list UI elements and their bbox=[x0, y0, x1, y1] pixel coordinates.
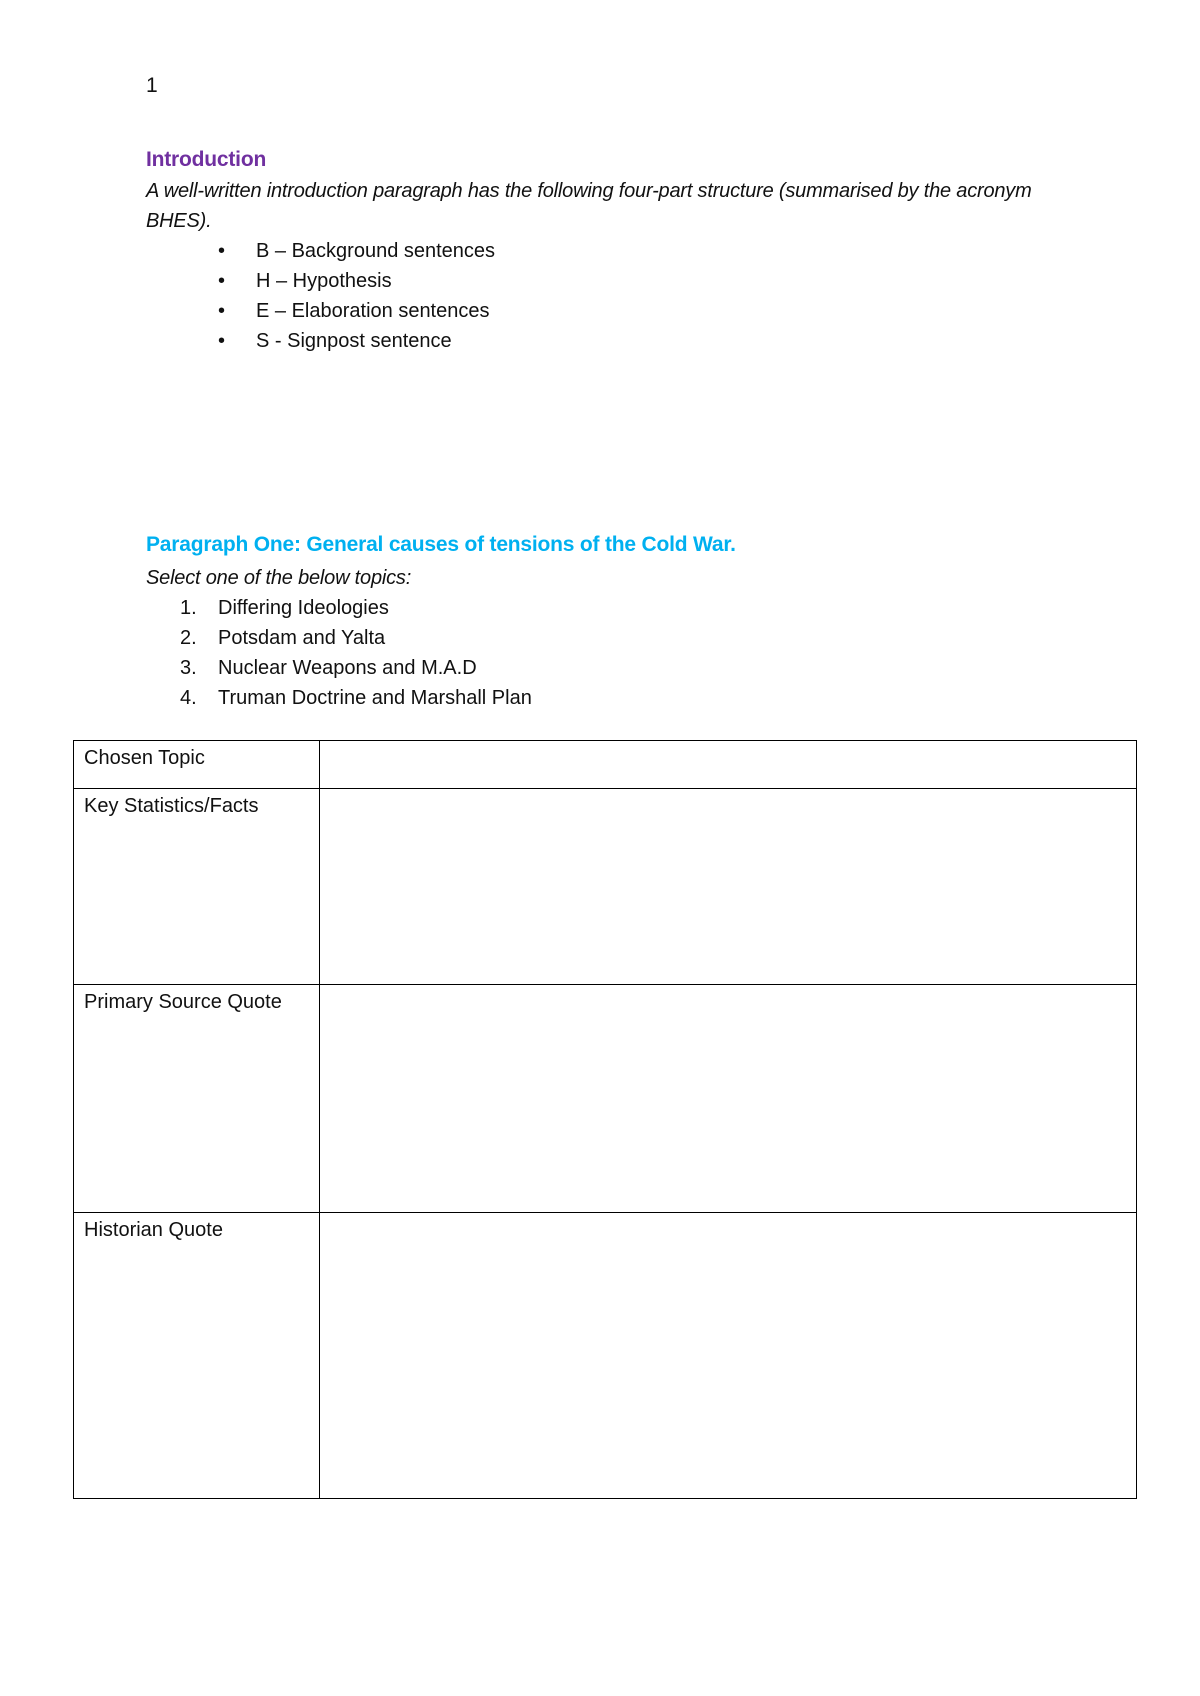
table-row bbox=[74, 789, 1137, 985]
list-item bbox=[216, 236, 495, 266]
topic-number: 1. bbox=[180, 597, 197, 619]
topic-text: Truman Doctrine and Marshall Plan bbox=[218, 687, 532, 709]
key-statistics-cell[interactable] bbox=[320, 789, 1137, 985]
topic-text: Nuclear Weapons and M.A.D bbox=[218, 657, 477, 679]
list-item bbox=[178, 683, 532, 713]
chosen-topic-cell[interactable] bbox=[320, 741, 1137, 789]
introduction-heading: Introduction bbox=[146, 148, 267, 171]
bullet-text: H – Hypothesis bbox=[256, 270, 392, 292]
topic-number: 3. bbox=[180, 657, 197, 679]
row-label-key-statistics: Key Statistics/Facts bbox=[74, 789, 320, 985]
bullet-icon: • bbox=[218, 330, 226, 352]
list-item bbox=[178, 653, 532, 683]
bullet-text: S - Signpost sentence bbox=[256, 330, 452, 352]
topic-number: 4. bbox=[180, 687, 197, 709]
introduction-description: A well-written introduction paragraph has the following four-part structure (summarised by the acronym BHES). bbox=[146, 180, 1032, 232]
table-row bbox=[74, 985, 1137, 1213]
bullet-icon: • bbox=[218, 300, 226, 322]
primary-source-cell[interactable] bbox=[320, 985, 1137, 1213]
row-label-historian-quote: Historian Quote bbox=[74, 1213, 320, 1499]
list-item bbox=[216, 266, 495, 296]
list-item bbox=[216, 296, 495, 326]
bhes-bullet-list bbox=[216, 236, 495, 356]
historian-quote-cell[interactable] bbox=[320, 1213, 1137, 1499]
paragraph-one-heading: Paragraph One: General causes of tensions of the Cold War. bbox=[146, 533, 736, 556]
table-row bbox=[74, 1213, 1137, 1499]
paragraph-plan-table bbox=[73, 740, 1137, 1499]
paragraph-one-instruction: Select one of the below topics: bbox=[146, 567, 412, 589]
list-item bbox=[178, 593, 532, 623]
bullet-text: B – Background sentences bbox=[256, 240, 496, 262]
list-item bbox=[216, 326, 495, 356]
row-label-chosen-topic: Chosen Topic bbox=[74, 741, 320, 789]
topic-list bbox=[178, 593, 532, 713]
topic-text: Potsdam and Yalta bbox=[218, 627, 386, 649]
page-number: 1 bbox=[146, 74, 158, 97]
bullet-text: E – Elaboration sentences bbox=[256, 300, 490, 322]
topic-number: 2. bbox=[180, 627, 197, 649]
table-row bbox=[74, 741, 1137, 789]
bullet-icon: • bbox=[218, 240, 226, 262]
row-label-primary-source: Primary Source Quote bbox=[74, 985, 320, 1213]
topic-text: Differing Ideologies bbox=[218, 597, 389, 619]
list-item bbox=[178, 623, 532, 653]
bullet-icon: • bbox=[218, 270, 226, 292]
